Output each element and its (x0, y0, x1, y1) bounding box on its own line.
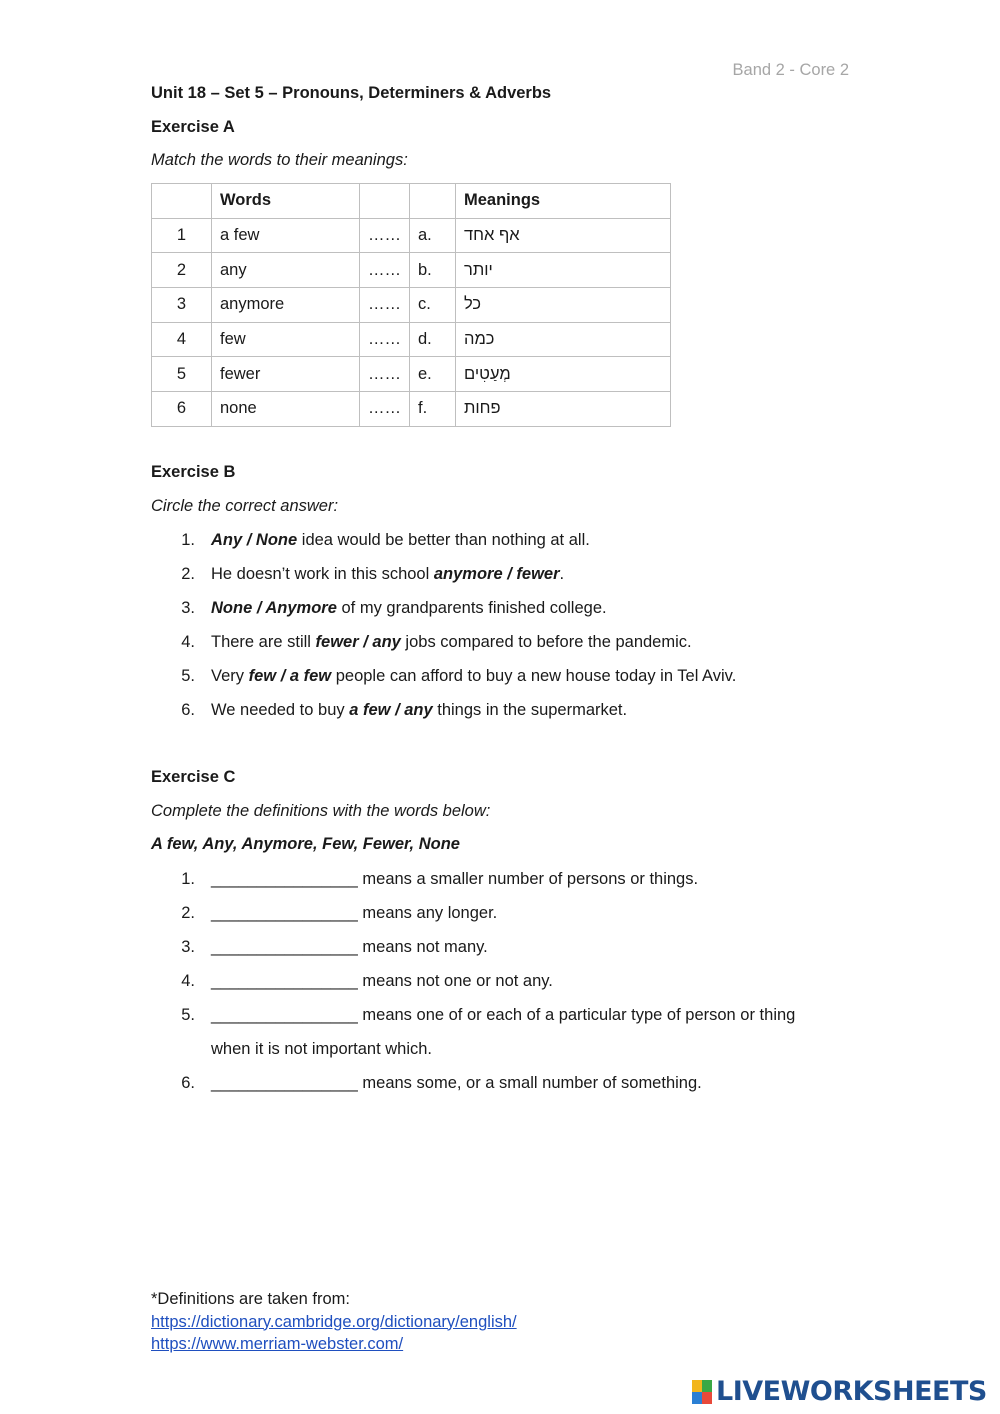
fill-blank[interactable]: ________________ (211, 938, 358, 956)
word-cell: few (212, 322, 360, 357)
row-number: 5 (152, 357, 212, 392)
word-cell: a few (212, 218, 360, 253)
list-item: 4. There are still fewer / any jobs compared to before the pandemic. (181, 633, 692, 651)
fill-blank[interactable]: ________________ (211, 904, 358, 922)
row-number: 1 (152, 218, 212, 253)
row-number: 4 (152, 322, 212, 357)
row-number: 3 (152, 288, 212, 323)
row-number: 6 (152, 392, 212, 427)
list-item-continuation: when it is not important which. (211, 1040, 433, 1058)
meaning-cell: כל (456, 288, 671, 323)
list-item: 5. ________________ means one of or each of a particular type of person or thing (181, 1006, 796, 1024)
merriam-webster-link[interactable]: https://www.merriam-webster.com/ (151, 1335, 404, 1353)
answer-blank[interactable]: …… (360, 322, 410, 357)
list-item: 3. ________________ means not many. (181, 938, 488, 956)
sources-note: *Definitions are taken from: (151, 1290, 351, 1308)
list-item: 1. ________________ means a smaller number of persons or things. (181, 870, 699, 888)
answer-choice[interactable]: fewer / any (315, 633, 401, 651)
answer-choice[interactable]: few / a few (248, 667, 332, 685)
table-row (152, 218, 671, 253)
list-item: 3. None / Anymore of my grandparents finished college. (181, 599, 607, 617)
fill-blank[interactable]: ________________ (211, 972, 358, 990)
word-bank: A few, Any, Anymore, Few, Fewer, None (151, 835, 460, 853)
meaning-cell: אף אחד (456, 218, 671, 253)
fill-blank[interactable]: ________________ (211, 870, 358, 888)
list-item: 4. ________________ means not one or not any. (181, 972, 553, 990)
list-item: 6. We needed to buy a few / any things in the supermarket. (181, 701, 628, 719)
table-row (152, 392, 671, 427)
meaning-letter: b. (410, 253, 456, 288)
exercise-a-instruction: Match the words to their meanings: (151, 151, 408, 169)
list-item: 2. ________________ means any longer. (181, 904, 498, 922)
meaning-letter: f. (410, 392, 456, 427)
word-cell: any (212, 253, 360, 288)
list-item: 6. ________________ means some, or a small number of something. (181, 1074, 702, 1092)
exercise-c-instruction: Complete the definitions with the words below: (151, 802, 491, 820)
cambridge-link[interactable]: https://dictionary.cambridge.org/dictionary/english/ (151, 1312, 517, 1331)
fill-blank[interactable]: ________________ (211, 1074, 358, 1092)
meaning-cell: כמה (456, 322, 671, 357)
exercise-c-heading: Exercise C (151, 768, 236, 786)
meanings-header: Meanings (456, 184, 671, 219)
page-title: Unit 18 – Set 5 – Pronouns, Determiners & Adverbs (151, 84, 552, 102)
word-cell: fewer (212, 357, 360, 392)
exercise-c-list (151, 862, 851, 1100)
answer-choice[interactable]: Any / None (211, 531, 298, 549)
row-number: 2 (152, 253, 212, 288)
liveworksheets-logo (692, 1376, 987, 1407)
answer-blank[interactable]: …… (360, 288, 410, 323)
exercise-a-heading: Exercise A (151, 118, 235, 136)
footer-sources (151, 1288, 517, 1356)
table-header-row (152, 184, 671, 219)
word-cell: anymore (212, 288, 360, 323)
answer-blank[interactable]: …… (360, 392, 410, 427)
list-item: 2. He doesn’t work in this school anymore / fewer. (181, 565, 565, 583)
answer-choice[interactable]: anymore / fewer (433, 565, 560, 583)
meaning-letter: d. (410, 322, 456, 357)
logo-icon (692, 1380, 712, 1404)
table-row (152, 322, 671, 357)
exercise-b-instruction: Circle the correct answer: (151, 497, 339, 515)
answer-blank[interactable]: …… (360, 253, 410, 288)
word-cell: none (212, 392, 360, 427)
meaning-letter: a. (410, 218, 456, 253)
fill-blank[interactable]: ________________ (211, 1006, 358, 1024)
answer-blank[interactable]: …… (360, 218, 410, 253)
table-row (152, 253, 671, 288)
meaning-cell: מְעַטִים (456, 357, 671, 392)
meaning-cell: פחות (456, 392, 671, 427)
exercise-b-heading: Exercise B (151, 463, 236, 481)
answer-choice[interactable]: None / Anymore (211, 599, 337, 617)
exercise-b-list (151, 523, 851, 727)
table-row (152, 288, 671, 323)
meaning-letter: c. (410, 288, 456, 323)
logo-text: LIVEWORKSHEETS (716, 1376, 987, 1407)
matching-table (151, 183, 671, 427)
meaning-letter: e. (410, 357, 456, 392)
answer-choice[interactable]: a few / any (349, 701, 433, 719)
table-row (152, 357, 671, 392)
list-item: 1. Any / None idea would be better than nothing at all. (181, 531, 590, 549)
words-header: Words (212, 184, 360, 219)
list-item: 5. Very few / a few people can afford to buy a new house today in Tel Aviv. (181, 667, 737, 685)
meaning-cell: יותר (456, 253, 671, 288)
answer-blank[interactable]: …… (360, 357, 410, 392)
band-label: Band 2 - Core 2 (732, 61, 849, 79)
